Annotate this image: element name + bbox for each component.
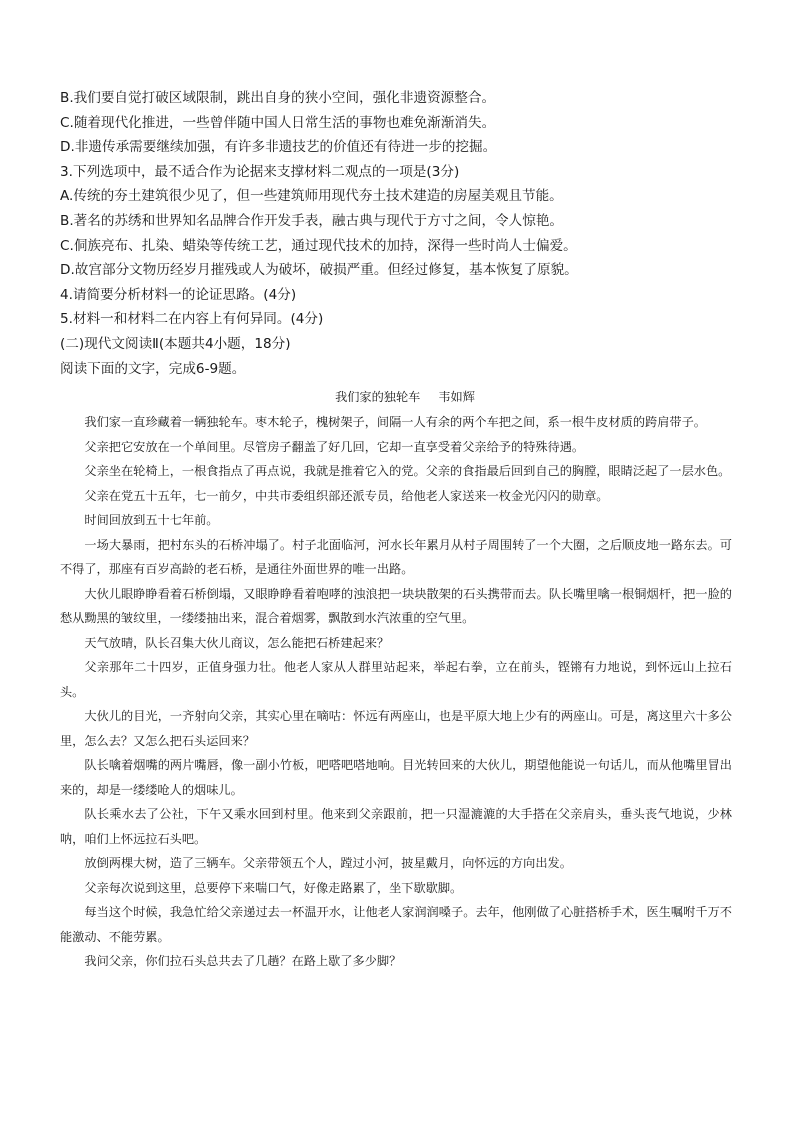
story-body <box>60 410 732 974</box>
story-paragraph: 每当这个时候，我急忙给父亲递过去一杯温开水，让他老人家润润嗓子。去年，他刚做了心脏搭桥手术，医生嘱咐千万不能激动、不能劳累。 <box>60 905 732 944</box>
story-paragraph: 放倒两棵大树，造了三辆车。父亲带领五个人，蹚过小河，披星戴月，向怀远的方向出发。 <box>84 856 572 870</box>
q2-option-d: D.非遗传承需要继续加强，有许多非遗技艺的价值还有待进一步的挖掘。 <box>60 139 497 156</box>
story-paragraph: 父亲每次说到这里，总要停下来喘口气，好像走路累了，坐下歇歇脚。 <box>84 880 463 895</box>
q2-option-c: C.随着现代化推进，一些曾伴随中国人日常生活的事物也难免渐渐消失。 <box>60 114 496 131</box>
story-paragraph: 我们家一直珍藏着一辆独轮车。枣木轮子，槐树架子，间隔一人有余的两个车把之间，系一根牛皮材质的跨肩带子。 <box>84 415 706 429</box>
story-paragraph: 时间回放到五十七年前。 <box>84 513 219 527</box>
story-paragraph: 队长噙着烟嘴的两片嘴唇，像一副小竹板，吧嗒吧嗒地响。目光转回来的大伙儿，期望他能说一句话儿，而从他嘴里冒出来的，却是一缕缕呛人的烟味儿。 <box>60 758 732 797</box>
story-paragraph: 大伙儿的目光，一齐射向父亲，其实心里在嘀咕：怀远有两座山，也是平原大地上少有的两座山。可是，离这里六十多公里，怎么去？又怎么把石头运回来？ <box>60 709 732 748</box>
q3-option-d: D.故宫部分文物历经岁月摧残或人为破坏，破损严重。但经过修复，基本恢复了原貌。 <box>60 262 578 279</box>
story-title-line <box>60 388 750 406</box>
q2-option-b: B.我们要自觉打破区域限制，跳出自身的狭小空间，强化非遗资源整合。 <box>60 90 496 106</box>
q3-stem: 3.下列选项中，最不适合作为论据来支撑材料二观点的一项是(3分) <box>60 163 460 180</box>
story-paragraph: 一场大暴雨，把村东头的石桥冲塌了。村子北面临河，河水长年累月从村子周围转了一个大圈，之后顺皮地一路东去。可不得了，那座有百岁高龄的老石桥，是通往外面世界的唯一出路。 <box>60 537 732 576</box>
reading-instruction: 阅读下面的文字，完成6-9题。 <box>60 360 246 377</box>
q3-option-c: C.侗族亮布、扎染、蜡染等传统工艺，通过现代技术的加持，深得一些时尚人士偏爱。 <box>60 237 577 254</box>
questions-section <box>60 86 750 381</box>
q3-option-b: B.著名的苏绣和世界知名品牌合作开发手表，融古典与现代于方寸之间，令人惊艳。 <box>60 212 564 229</box>
story-paragraph: 父亲坐在轮椅上，一根食指点了再点说，我就是推着它入的党。父亲的食指最后回到自己的胸膛，眼睛泛起了一层水色。 <box>84 464 731 478</box>
q4-stem: 4.请简要分析材料一的论证思路。(4分) <box>60 286 297 303</box>
story-paragraph: 父亲把它安放在一个单间里。尽管房子翻盖了好几回，它却一直享受着父亲给予的特殊待遇。 <box>84 439 585 454</box>
story-paragraph: 我问父亲，你们拉石头总共去了几趟？在路上歇了多少脚？ <box>84 954 402 968</box>
story-paragraph: 天气放晴，队长召集大伙儿商议，怎么能把石桥建起来？ <box>84 635 390 650</box>
story-paragraph: 队长乘水去了公社，下午又乘水回到村里。他来到父亲跟前，把一只湿漉漉的大手搭在父亲肩头，垂头丧气地说，少林呐，咱们上怀远拉石头吧。 <box>60 807 732 846</box>
story-paragraph: 父亲那年二十四岁，正值身强力壮。他老人家从人群里站起来，举起右拳，立在前头，铿锵有力地说，到怀远山上拉石头。 <box>60 660 732 699</box>
story-title: 我们家的独轮车 <box>335 390 421 404</box>
section-heading: (二)现代文阅读Ⅱ(本题共4小题，18分) <box>60 335 291 352</box>
q5-stem: 5.材料一和材料二在内容上有何异同。(4分) <box>60 311 324 328</box>
q3-option-a: A.传统的夯土建筑很少见了，但一些建筑师用现代夯土技术建造的房屋美观且节能。 <box>60 188 563 205</box>
story-author: 韦如辉 <box>438 390 475 404</box>
story-paragraph: 大伙儿眼睁睁看着石桥倒塌，又眼睁睁看着咆哮的浊浪把一块块散架的石头携带而去。队长嘴里噙一根铜烟杆，把一脸的愁从黝黑的皱纹里，一缕缕抽出来，混合着烟雾，飘散到水汽浓重的空气里。 <box>60 586 732 625</box>
story-paragraph: 父亲在党五十五年，七一前夕，中共市委组织部还派专员，给他老人家送来一枚金光闪闪的勋章。 <box>84 488 609 503</box>
